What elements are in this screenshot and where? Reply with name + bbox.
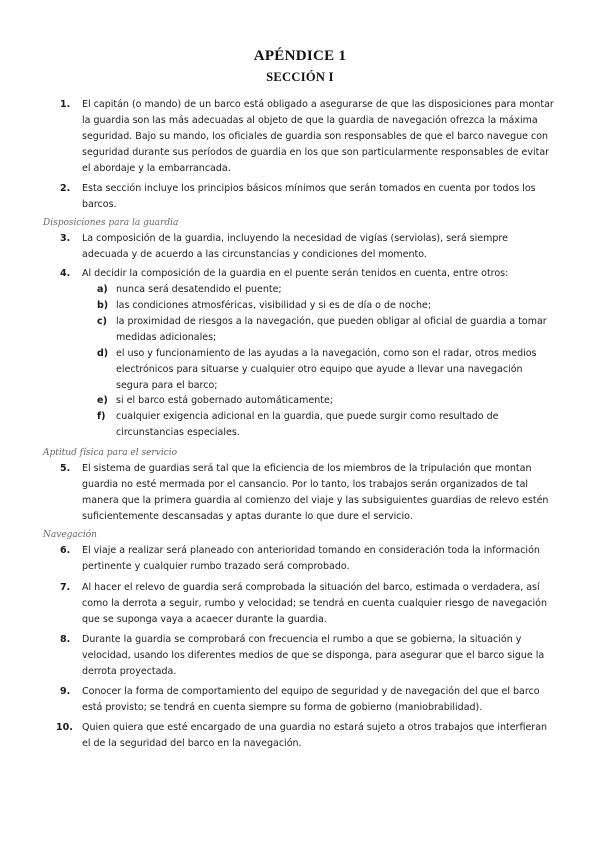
item-text: Al hacer el relevo de guardia será comprobada la situación del barco, estimada o verdadera, así como la derrota a seguir, rumbo y velocidad; se tendrá en cuenta cualquier riesgo de navegación que se suponga vaya a acaecer durante la guardia. — [82, 582, 547, 625]
sub-item-text: si el barco está gobernado automáticamente; — [116, 395, 333, 406]
section-title: SECCIÓN I — [266, 70, 334, 84]
sub-item-letter: a) — [97, 284, 108, 295]
item-number: 5. — [60, 463, 71, 474]
item-number: 3. — [60, 233, 71, 244]
sub-item-letter: d) — [97, 348, 109, 359]
item-number: 10. — [56, 722, 73, 733]
item-text: El viaje a realizar será planeado con anterioridad tomando en consideración toda la información pertinente y cualquier rumbo trazado será comprobado. — [82, 545, 540, 572]
sub-item-letter: f) — [97, 411, 106, 422]
section-heading-disposiciones: Disposiciones para la guardia — [43, 218, 179, 228]
sub-item-text: el uso y funcionamiento de las ayudas a la navegación, como son el radar, otros medios electrónicos para situarse y cualquier otro equipo que ayude a llevar una navegación segura para el barco; — [116, 348, 537, 391]
item-text: La composición de la guardia, incluyendo la necesidad de vigías (serviolas), será siempre adecuada y de acuerdo a las circunstancias y condiciones del momento. — [82, 233, 508, 260]
section-heading-navegacion: Navegación — [43, 530, 97, 540]
item-number: 1. — [60, 99, 71, 110]
sub-item-text: cualquier exigencia adicional en la guardia, que puede surgir como resultado de circunstancias especiales. — [116, 411, 499, 438]
item-number: 8. — [60, 634, 71, 645]
item-text: El sistema de guardias será tal que la eficiencia de los miembros de la tripulación que montan guardia no esté mermada por el cansancio. Por lo tanto, los trabajos serán organizados de tal manera que la primera guardia al comienzo del viaje y las subsiguientes guardias de relevo estén suficientemente descansadas y aptas durante lo que dure el servicio. — [82, 463, 549, 522]
item-text: Durante la guardia se comprobará con frecuencia el rumbo a que se gobierna, la situación y velocidad, usando los diferentes medios de que se disponga, para asegurar que el barco sigue la derrota proyectada. — [82, 634, 545, 677]
sub-item-text: nunca será desatendido el puente; — [116, 284, 282, 295]
item-text: Quien quiera que esté encargado de una guardia no estará sujeto a otros trabajos que interfieran el de la seguridad del barco en la navegación. — [82, 722, 548, 749]
item-text: Conocer la forma de comportamiento del equipo de seguridad y de navegación del que el barco está provisto; se tendrá en cuenta siempre su forma de gobierno (maniobrabilidad). — [82, 686, 540, 713]
sub-item-text: la proximidad de riesgos a la navegación, que pueden obligar al oficial de guardia a tomar medidas adicionales; — [116, 316, 547, 343]
item-number: 4. — [60, 268, 71, 279]
sub-item-letter: b) — [97, 300, 109, 311]
item-number: 9. — [60, 686, 71, 697]
item-number: 7. — [60, 582, 71, 593]
item-number: 2. — [60, 183, 71, 194]
section-heading-aptitud: Aptitud física para el servicio — [43, 448, 178, 458]
item-text: Esta sección incluye los principios básicos mínimos que serán tomados en cuenta por todos los barcos. — [82, 183, 536, 210]
item-text: El capitán (o mando) de un barco está obligado a asegurarse de que las disposiciones para montar la guardia son las más adecuadas al objeto de que la guardia de navegación ofrezca la máxima seguridad. Bajo su mando, los oficiales de guardia son responsables de que el barco navegue con seguridad durante sus períodos de guardia en los que son particularmente responsables de evitar el abordaje y la embarrancada. — [82, 99, 554, 174]
sub-item-text: las condiciones atmosféricas, visibilidad y si es de día o de noche; — [116, 300, 432, 311]
sub-item-letter: c) — [97, 316, 107, 327]
item-number: 6. — [60, 545, 71, 556]
appendix-title: APÉNDICE 1 — [253, 48, 347, 64]
sub-item-letter: e) — [97, 395, 108, 406]
item-text: Al decidir la composición de la guardia en el puente serán tenidos en cuenta, entre otros: — [82, 268, 509, 279]
